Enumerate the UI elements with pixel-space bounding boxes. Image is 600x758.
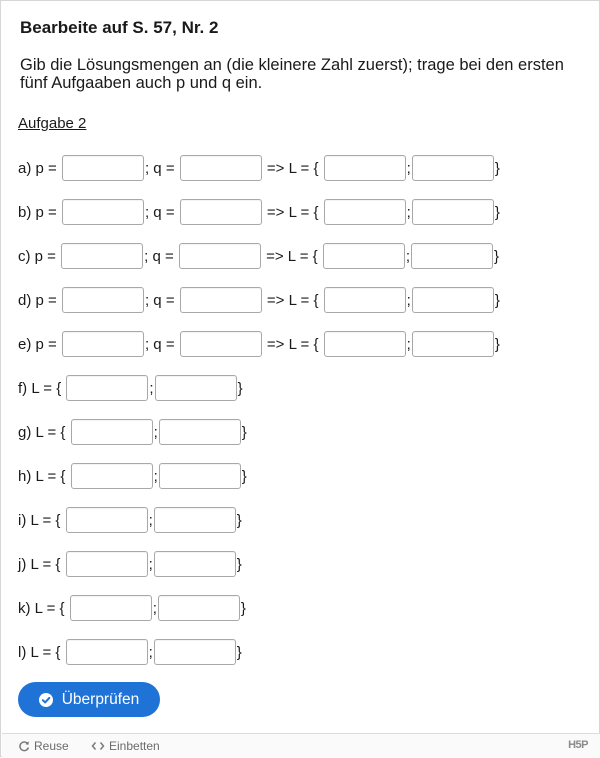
task-row-e — [18, 331, 500, 357]
solution-set-open: L = { — [30, 555, 61, 573]
task-row-k — [18, 595, 246, 621]
solution-input-2[interactable] — [159, 463, 241, 489]
solution-input-2[interactable] — [412, 155, 494, 181]
solution-input-1[interactable] — [324, 331, 406, 357]
p-input[interactable] — [62, 287, 144, 313]
separator: ; — [148, 643, 153, 661]
task-row-b — [18, 199, 500, 225]
reuse-icon — [18, 740, 30, 752]
task-row-j — [18, 551, 242, 577]
solution-input-1[interactable] — [324, 199, 406, 225]
task-row-i — [18, 507, 242, 533]
row-letter: j) — [18, 555, 27, 573]
task-row-h — [18, 463, 247, 489]
row-letter: g) — [18, 423, 32, 441]
separator: ; — [406, 159, 411, 177]
task-row-d — [18, 287, 500, 313]
separator: ; — [153, 467, 158, 485]
solution-set-close: } — [494, 203, 500, 221]
separator: ; — [406, 335, 411, 353]
q-input[interactable] — [180, 287, 262, 313]
solution-input-2[interactable] — [154, 639, 236, 665]
solution-input-1[interactable] — [71, 419, 153, 445]
row-letter: k) — [18, 599, 31, 617]
solution-input-2[interactable] — [159, 419, 241, 445]
row-letter: b) — [18, 203, 32, 221]
p-input[interactable] — [62, 331, 144, 357]
p-input[interactable] — [62, 199, 144, 225]
separator: ; — [406, 291, 411, 309]
solution-set-close: } — [236, 511, 242, 529]
solution-input-1[interactable] — [71, 463, 153, 489]
q-input[interactable] — [180, 199, 262, 225]
separator: ; — [148, 555, 153, 573]
solution-set-open: => L = { — [266, 247, 318, 265]
embed-link[interactable] — [91, 739, 160, 753]
task-row-l — [18, 639, 242, 665]
page-title: Bearbeite auf S. 57, Nr. 2 — [20, 18, 219, 37]
p-label: p = — [34, 247, 56, 265]
p-label: p = — [35, 203, 57, 221]
check-button-label: Überprüfen — [61, 690, 140, 708]
solution-set-close: } — [494, 291, 500, 309]
p-input[interactable] — [62, 155, 144, 181]
row-letter: i) — [18, 511, 27, 529]
solution-set-close: } — [494, 159, 500, 177]
q-input[interactable] — [180, 155, 262, 181]
solution-input-2[interactable] — [154, 507, 236, 533]
separator: ; — [149, 379, 154, 397]
solution-input-2[interactable] — [412, 199, 494, 225]
task-row-c — [18, 243, 499, 269]
p-input[interactable] — [61, 243, 143, 269]
solution-set-open: L = { — [35, 467, 66, 485]
q-input[interactable] — [179, 243, 261, 269]
solution-set-open: L = { — [30, 643, 61, 661]
solution-set-close: } — [494, 335, 500, 353]
footer-bar — [2, 733, 600, 758]
p-label: p = — [35, 159, 57, 177]
separator: ; — [152, 599, 157, 617]
reuse-link[interactable] — [18, 739, 69, 753]
solution-set-open: => L = { — [266, 335, 319, 353]
solution-input-2[interactable] — [411, 243, 493, 269]
solution-input-2[interactable] — [155, 375, 237, 401]
solution-set-close: } — [236, 555, 242, 573]
task-row-f — [18, 375, 243, 401]
separator: ; — [405, 247, 410, 265]
q-label: ; q = — [144, 335, 175, 353]
solution-input-1[interactable] — [324, 155, 406, 181]
solution-set-close: } — [494, 247, 500, 265]
task-heading: Aufgabe 2 — [18, 115, 87, 132]
solution-input-2[interactable] — [412, 287, 494, 313]
solution-input-2[interactable] — [154, 551, 236, 577]
row-letter: f) — [18, 379, 28, 397]
reuse-label: Reuse — [34, 739, 69, 753]
solution-set-open: L = { — [35, 423, 66, 441]
solution-input-2[interactable] — [412, 331, 494, 357]
solution-input-1[interactable] — [324, 287, 406, 313]
row-letter: h) — [18, 467, 32, 485]
solution-set-close: } — [241, 467, 247, 485]
row-letter: e) — [18, 335, 32, 353]
code-embed-icon — [91, 740, 105, 752]
separator: ; — [153, 423, 158, 441]
solution-input-1[interactable] — [66, 551, 148, 577]
row-letter: a) — [18, 159, 32, 177]
solution-set-open: => L = { — [266, 291, 319, 309]
check-circle-icon — [39, 693, 53, 707]
solution-input-1[interactable] — [323, 243, 405, 269]
h5p-logo[interactable]: H5P — [568, 739, 588, 751]
separator: ; — [406, 203, 411, 221]
row-letter: c) — [18, 247, 31, 265]
solution-set-open: L = { — [31, 379, 62, 397]
solution-input-1[interactable] — [66, 375, 148, 401]
task-row-a — [18, 155, 500, 181]
solution-set-open: L = { — [30, 511, 61, 529]
solution-input-1[interactable] — [66, 507, 148, 533]
solution-input-2[interactable] — [158, 595, 240, 621]
row-letter: d) — [18, 291, 32, 309]
q-label: ; q = — [144, 203, 175, 221]
solution-set-close: } — [236, 643, 242, 661]
solution-set-close: } — [240, 599, 246, 617]
p-label: p = — [35, 291, 57, 309]
q-label: ; q = — [144, 159, 175, 177]
solution-set-open: => L = { — [266, 159, 319, 177]
solution-set-close: } — [237, 379, 243, 397]
solution-set-close: } — [241, 423, 247, 441]
solution-set-open: L = { — [34, 599, 65, 617]
separator: ; — [148, 511, 153, 529]
row-letter: l) — [18, 643, 27, 661]
solution-input-1[interactable] — [70, 595, 152, 621]
task-description: Gib die Lösungsmengen an (die kleinere Zahl zuerst); trage bei den ersten fünf Aufgaaben auch p und q ein. — [20, 56, 564, 92]
q-label: ; q = — [144, 291, 175, 309]
p-label: p = — [35, 335, 57, 353]
solution-input-1[interactable] — [66, 639, 148, 665]
embed-label: Einbetten — [109, 739, 160, 753]
solution-set-open: => L = { — [266, 203, 319, 221]
task-row-g — [18, 419, 247, 445]
q-label: ; q = — [144, 247, 174, 265]
q-input[interactable] — [180, 331, 262, 357]
check-button[interactable] — [18, 682, 160, 717]
